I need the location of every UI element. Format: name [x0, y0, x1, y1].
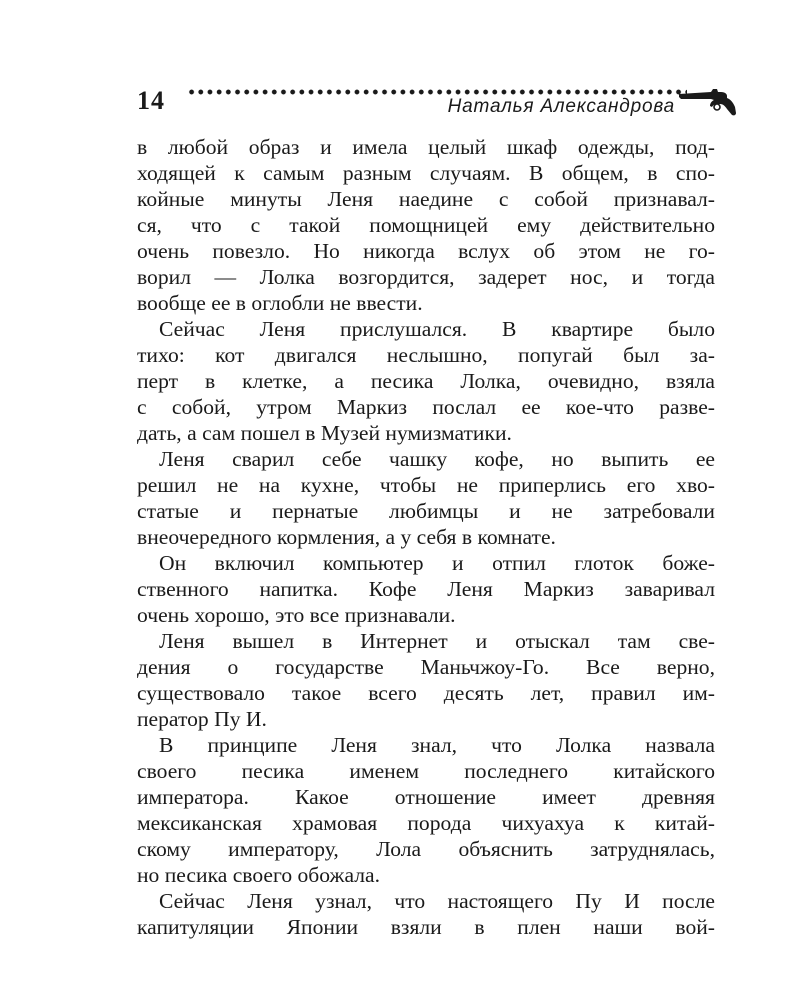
text-line: Он включил компьютер и отпил глоток боже- [159, 551, 715, 575]
text-line: скому императору, Лола объяснить затруднялась, [137, 837, 715, 861]
text-line: императора. Какое отношение имеет древняя [137, 785, 715, 809]
text-line: решил не на кухне, чтобы не приперлись его хво- [137, 473, 715, 497]
text-line: Леня вышел в Интернет и отыскал там све- [159, 629, 715, 653]
text-line: Сейчас Леня узнал, что настоящего Пу И после [159, 889, 715, 913]
dotted-leader [187, 88, 687, 96]
text-line: своего песика именем последнего китайского [137, 759, 715, 783]
text-line: существовало такое всего десять лет, правил им- [137, 681, 715, 705]
text-line: Леня сварил себе чашку кофе, но выпить ее [159, 447, 715, 471]
text-line: вообще ее в оглобли не ввести. [137, 291, 423, 315]
text-line: в любой образ и имела целый шкаф одежды, под- [137, 135, 715, 159]
running-header-author: Наталья Александрова [447, 96, 675, 117]
text-line: ственного напитка. Кофе Леня Маркиз заваривал [137, 577, 715, 601]
revolver-icon [677, 82, 737, 118]
text-line: койные минуты Леня наедине с собой признавал- [137, 187, 715, 211]
text-line: Сейчас Леня прислушался. В квартире было [159, 317, 715, 341]
running-header [137, 82, 737, 122]
text-line: тихо: кот двигался неслышно, попугай был за- [137, 343, 715, 367]
text-line: ператор Пу И. [137, 707, 267, 731]
page-number: 14 [137, 86, 165, 115]
text-line: статые и пернатые любимцы и не затребовали [137, 499, 715, 523]
text-line: ходящей к самым разным случаям. В общем, в спо- [137, 161, 715, 185]
page-body-text [137, 134, 715, 940]
text-line: но песика своего обожала. [137, 863, 381, 887]
text-line: В принципе Леня знал, что Лолка назвала [159, 733, 715, 757]
text-line: с собой, утром Маркиз послал ее кое-что разве- [137, 395, 715, 419]
text-line: перт в клетке, а песика Лолка, очевидно, взяла [137, 369, 715, 393]
text-line: капитуляции Японии взяли в плен наши вой- [137, 915, 715, 939]
text-line: дения о государстве Маньчжоу-Го. Все верно, [137, 655, 715, 679]
text-line: дать, а сам пошел в Музей нумизматики. [137, 421, 512, 445]
text-line: внеочередного кормления, а у себя в комнате. [137, 525, 556, 549]
text-line: очень хорошо, это все признавали. [137, 603, 456, 627]
text-line: ся, что с такой помощницей ему действительно [137, 213, 715, 237]
text-line: ворил — Лолка возгордится, задерет нос, и тогда [137, 265, 715, 289]
text-line: очень повезло. Но никогда вслух об этом не го- [137, 239, 715, 263]
text-line: мексиканская храмовая порода чихуахуа к китай- [137, 811, 715, 835]
